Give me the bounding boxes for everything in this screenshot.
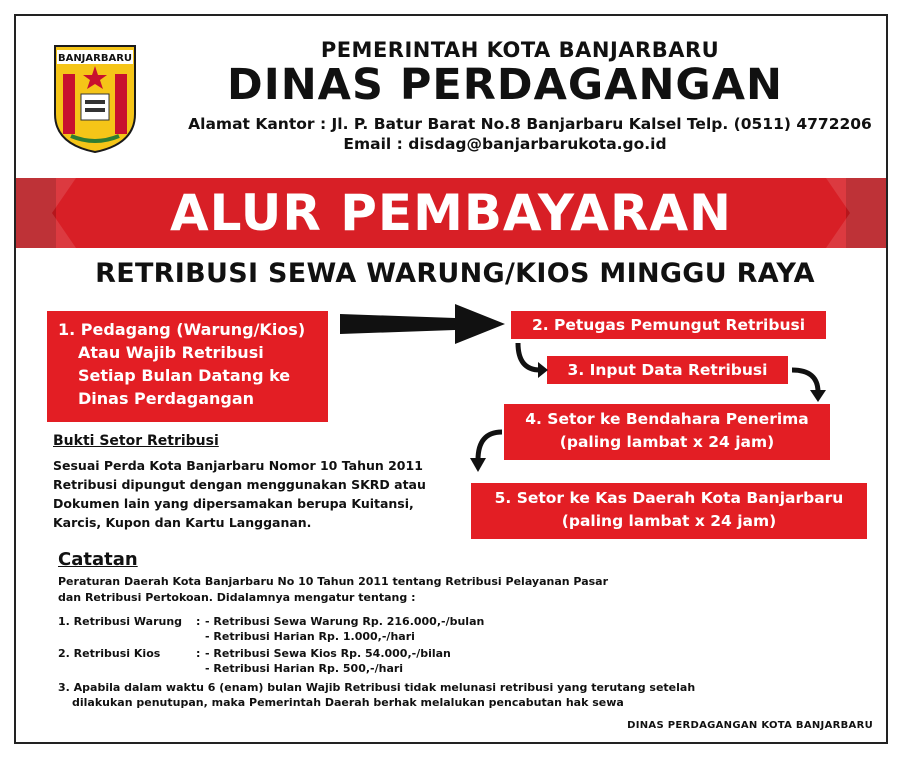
catatan-heading: Catatan — [58, 549, 138, 570]
step-2-box: 2. Petugas Pemungut Retribusi — [511, 311, 826, 339]
banner-title: ALUR PEMBAYARAN — [169, 184, 733, 242]
bukti-line: Karcis, Kupon dan Kartu Langganan. — [53, 515, 312, 530]
step-4-line: 4. Setor ke Bendahara Penerima — [525, 410, 809, 428]
bukti-heading: Bukti Setor Retribusi — [53, 433, 219, 449]
catatan-item-1-sep: : — [196, 615, 201, 628]
agency-title: DINAS PERDAGANGAN — [227, 60, 783, 110]
step-1-line: 1. Pedagang (Warung/Kios) — [58, 320, 306, 339]
footer-signature: DINAS PERDAGANGAN KOTA BANJARBARU — [627, 720, 873, 731]
bukti-line: Dokumen lain yang dipersamakan berupa Kuitansi, — [53, 496, 414, 511]
catatan-item-3-b: dilakukan penutupan, maka Pemerintah Daerah berhak melalukan pencabutan hak sewa — [72, 696, 624, 709]
bukti-line: Sesuai Perda Kota Banjarbaru Nomor 10 Tahun 2011 — [53, 458, 423, 473]
catatan-intro-line: dan Retribusi Pertokoan. Didalamnya mengatur tentang : — [58, 591, 416, 604]
big-right-arrow-icon — [340, 304, 505, 344]
catatan-item-1-label: 1. Retribusi Warung — [58, 615, 183, 628]
catatan-item-3-a: 3. Apabila dalam waktu 6 (enam) bulan Wajib Retribusi tidak melunasi retribusi yang terutang setelah — [58, 681, 696, 694]
arrow-step2-to-3-icon — [518, 343, 540, 370]
step-4-line: (paling lambat x 24 jam) — [559, 433, 775, 451]
catatan-intro — [58, 574, 758, 606]
catatan-item-2-a: - Retribusi Sewa Kios Rp. 54.000,-/bilan — [205, 647, 451, 660]
arrow-step3-to-4-icon — [792, 370, 818, 392]
catatan-item-2-label: 2. Retribusi Kios — [58, 647, 161, 660]
step-1-line: Setiap Bulan Datang ke — [78, 366, 291, 385]
government-name: PEMERINTAH KOTA BANJARBARU — [320, 38, 720, 62]
bukti-line: Retribusi dipungut dengan menggunakan SKRD atau — [53, 477, 426, 492]
catatan-item-2-sep: : — [196, 647, 201, 660]
catatan-intro-line: Peraturan Daerah Kota Banjarbaru No 10 Tahun 2011 tentang Retribusi Pelayanan Pasar — [58, 575, 609, 588]
catatan-item-1-a: - Retribusi Sewa Warung Rp. 216.000,-/bulan — [205, 615, 485, 628]
step-3-box: 3. Input Data Retribusi — [547, 356, 788, 384]
step-1-line: Dinas Perdagangan — [78, 389, 255, 408]
step-5-line: (paling lambat x 24 jam) — [561, 512, 777, 530]
page-subtitle: RETRIBUSI SEWA WARUNG/KIOS MINGGU RAYA — [95, 258, 815, 289]
step-5-line: 5. Setor ke Kas Daerah Kota Banjarbaru — [494, 489, 844, 507]
step-1-line: Atau Wajib Retribusi — [78, 343, 264, 362]
bukti-text — [53, 456, 453, 532]
catatan-item-2-b: - Retribusi Harian Rp. 500,-/hari — [205, 662, 404, 675]
office-address: Alamat Kantor : Jl. P. Batur Barat No.8 Banjarbaru Kalsel Telp. (0511) 4772206 — [188, 115, 872, 133]
logo-text: BANJARBARU — [57, 53, 133, 64]
arrow-step4-to-5-icon — [478, 432, 502, 460]
catatan-item-1-b: - Retribusi Harian Rp. 1.000,-/hari — [205, 630, 415, 643]
office-email: Email : disdag@banjarbarukota.go.id — [343, 135, 667, 153]
